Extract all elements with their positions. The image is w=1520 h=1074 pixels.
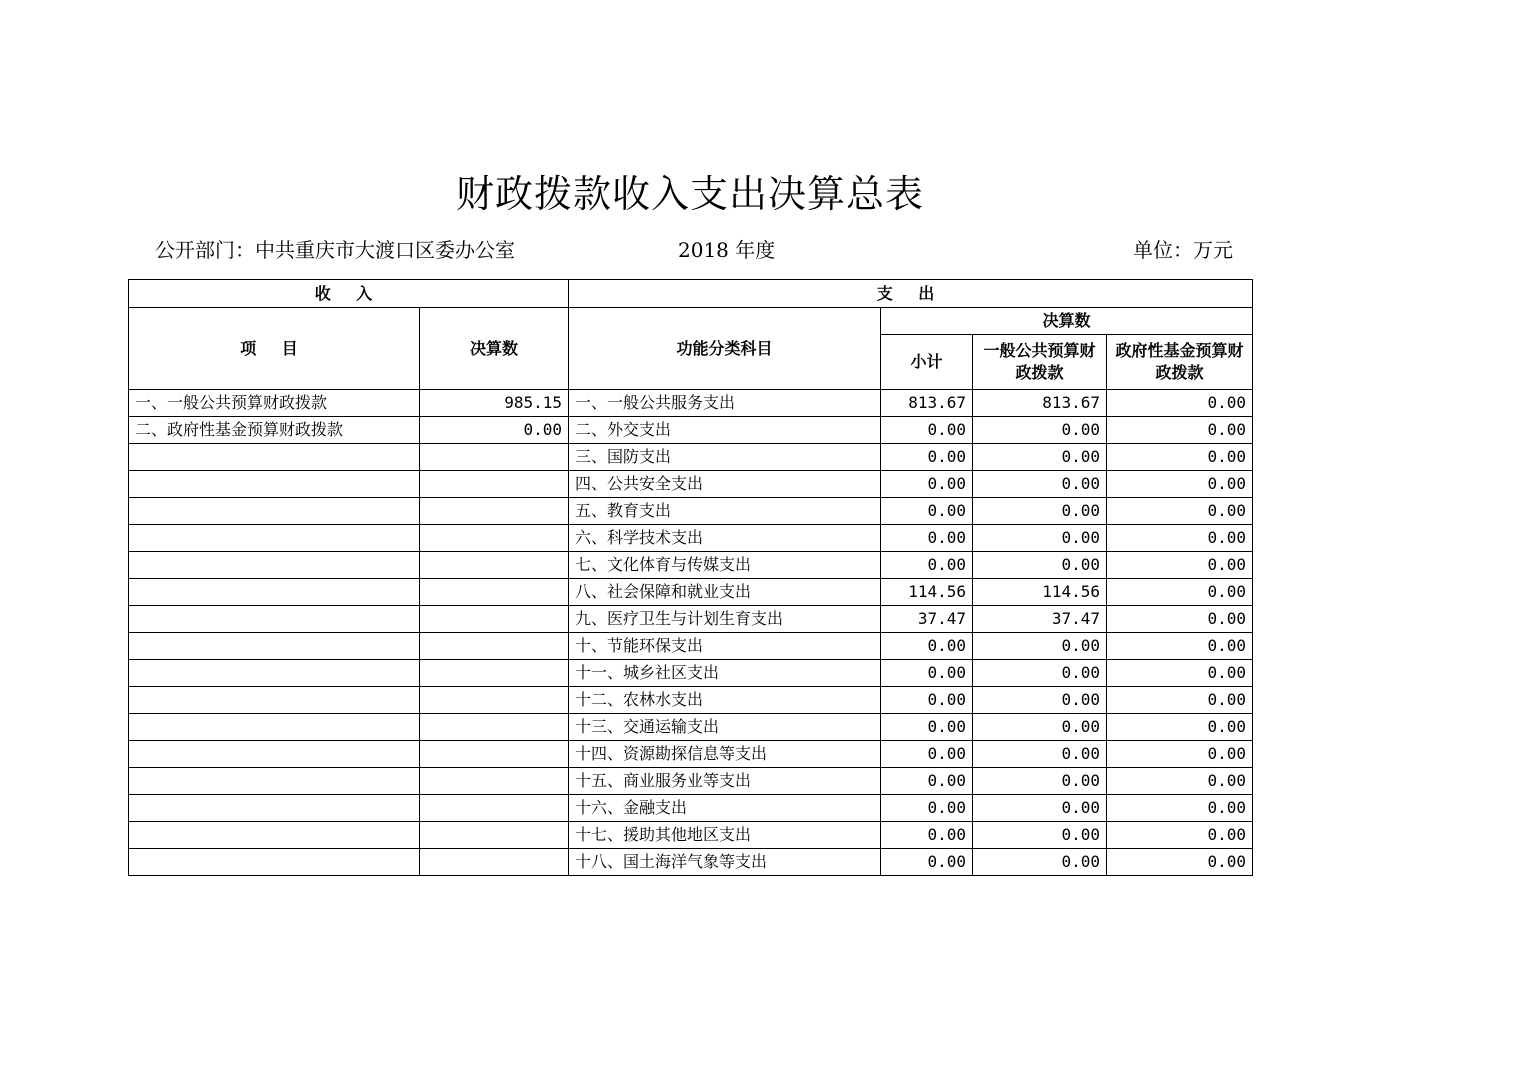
table-row [129,606,1253,633]
gov-fund-cell: 0.00 [1107,471,1253,498]
gov-fund-cell: 0.00 [1107,795,1253,822]
subtotal-cell: 0.00 [881,822,973,849]
gov-fund-cell: 0.00 [1107,444,1253,471]
gov-fund-cell: 0.00 [1107,633,1253,660]
gov-fund-cell: 0.00 [1107,714,1253,741]
general-budget-cell: 0.00 [973,768,1107,795]
general-budget-cell: 0.00 [973,687,1107,714]
table-row [129,795,1253,822]
income-amount-cell [420,444,569,471]
general-budget-cell: 0.00 [973,795,1107,822]
gov-fund-cell: 0.00 [1107,687,1253,714]
income-amount-cell [420,525,569,552]
subtotal-cell: 0.00 [881,741,973,768]
general-budget-cell: 37.47 [973,606,1107,633]
department-label: 公开部门：中共重庆市大渡口区委办公室 [155,238,515,262]
income-item-cell [129,552,420,579]
expense-item-cell: 九、医疗卫生与计划生育支出 [569,606,881,633]
table-row [129,552,1253,579]
gov-fund-cell: 0.00 [1107,417,1253,444]
expense-amount-header: 决算数 [881,308,1253,335]
expense-item-cell: 一、一般公共服务支出 [569,390,881,417]
unit-label: 单位：万元 [1133,238,1233,262]
general-budget-cell: 0.00 [973,822,1107,849]
gov-fund-cell: 0.00 [1107,822,1253,849]
table-row [129,714,1253,741]
expense-item-cell: 十八、国土海洋气象等支出 [569,849,881,876]
income-amount-cell [420,498,569,525]
income-item-cell: 二、政府性基金预算财政拨款 [129,417,420,444]
subtotal-header: 小计 [881,335,973,390]
expense-item-cell: 十一、城乡社区支出 [569,660,881,687]
expense-item-cell: 十六、金融支出 [569,795,881,822]
function-category-header: 功能分类科目 [569,308,881,390]
expense-item-cell: 十五、商业服务业等支出 [569,768,881,795]
general-budget-cell: 0.00 [973,552,1107,579]
expense-header: 支 出 [569,280,1253,308]
expense-item-cell: 十三、交通运输支出 [569,714,881,741]
income-amount-cell: 985.15 [420,390,569,417]
general-budget-cell: 0.00 [973,741,1107,768]
year-label: 2018 年度 [678,238,776,262]
budget-table [128,279,1253,876]
table-row [129,471,1253,498]
income-item-cell [129,444,420,471]
general-budget-cell: 0.00 [973,525,1107,552]
expense-item-cell: 四、公共安全支出 [569,471,881,498]
gov-fund-cell: 0.00 [1107,579,1253,606]
subtotal-cell: 0.00 [881,687,973,714]
subtotal-cell: 0.00 [881,444,973,471]
table-row [129,417,1253,444]
table-row [129,444,1253,471]
expense-item-cell: 三、国防支出 [569,444,881,471]
expense-item-cell: 八、社会保障和就业支出 [569,579,881,606]
subtotal-cell: 0.00 [881,471,973,498]
income-header: 收 入 [129,280,569,308]
subtotal-cell: 813.67 [881,390,973,417]
subtotal-cell: 0.00 [881,633,973,660]
gov-fund-cell: 0.00 [1107,849,1253,876]
table-row [129,849,1253,876]
income-item-cell [129,822,420,849]
gov-fund-cell: 0.00 [1107,390,1253,417]
income-item-cell [129,768,420,795]
income-amount-cell [420,606,569,633]
income-amount-cell: 0.00 [420,417,569,444]
income-amount-cell [420,660,569,687]
gov-fund-cell: 0.00 [1107,660,1253,687]
general-budget-cell: 813.67 [973,390,1107,417]
subtotal-cell: 37.47 [881,606,973,633]
table-row [129,660,1253,687]
income-amount-cell [420,822,569,849]
gov-fund-cell: 0.00 [1107,768,1253,795]
general-budget-cell: 0.00 [973,633,1107,660]
table-row [129,687,1253,714]
income-amount-cell [420,741,569,768]
table-row [129,822,1253,849]
gov-fund-cell: 0.00 [1107,741,1253,768]
table-row [129,498,1253,525]
expense-item-cell: 十、节能环保支出 [569,633,881,660]
subtotal-cell: 0.00 [881,768,973,795]
income-item-cell [129,741,420,768]
gov-fund-header: 政府性基金预算财政拨款 [1107,335,1253,390]
item-header: 项 目 [129,308,420,390]
gov-fund-cell: 0.00 [1107,498,1253,525]
subtotal-cell: 0.00 [881,795,973,822]
income-amount-cell [420,714,569,741]
table-row [129,741,1253,768]
expense-item-cell: 六、科学技术支出 [569,525,881,552]
expense-item-cell: 十四、资源勘探信息等支出 [569,741,881,768]
subtotal-cell: 0.00 [881,525,973,552]
income-item-cell [129,579,420,606]
general-budget-cell: 0.00 [973,714,1107,741]
table-row [129,768,1253,795]
general-budget-cell: 0.00 [973,498,1107,525]
general-budget-header: 一般公共预算财政拨款 [973,335,1107,390]
income-item-cell [129,660,420,687]
gov-fund-cell: 0.00 [1107,552,1253,579]
income-amount-cell [420,849,569,876]
general-budget-cell: 0.00 [973,417,1107,444]
table-row [129,525,1253,552]
income-item-cell [129,471,420,498]
gov-fund-cell: 0.00 [1107,525,1253,552]
expense-item-cell: 五、教育支出 [569,498,881,525]
income-item-cell: 一、一般公共预算财政拨款 [129,390,420,417]
subtotal-cell: 0.00 [881,660,973,687]
subtotal-cell: 0.00 [881,714,973,741]
income-amount-header: 决算数 [420,308,569,390]
income-amount-cell [420,552,569,579]
income-amount-cell [420,687,569,714]
general-budget-cell: 0.00 [973,660,1107,687]
general-budget-cell: 0.00 [973,444,1107,471]
general-budget-cell: 114.56 [973,579,1107,606]
gov-fund-cell: 0.00 [1107,606,1253,633]
table-row [129,633,1253,660]
expense-item-cell: 十二、农林水支出 [569,687,881,714]
subtotal-cell: 0.00 [881,552,973,579]
income-item-cell [129,498,420,525]
subtotal-cell: 114.56 [881,579,973,606]
income-item-cell [129,687,420,714]
page-title: 财政拨款收入支出决算总表 [455,172,924,216]
expense-item-cell: 七、文化体育与传媒支出 [569,552,881,579]
income-amount-cell [420,633,569,660]
income-item-cell [129,849,420,876]
income-item-cell [129,525,420,552]
income-amount-cell [420,768,569,795]
general-budget-cell: 0.00 [973,849,1107,876]
income-item-cell [129,606,420,633]
subtotal-cell: 0.00 [881,417,973,444]
expense-item-cell: 二、外交支出 [569,417,881,444]
table-row [129,390,1253,417]
expense-item-cell: 十七、援助其他地区支出 [569,822,881,849]
income-amount-cell [420,579,569,606]
income-amount-cell [420,795,569,822]
general-budget-cell: 0.00 [973,471,1107,498]
income-item-cell [129,633,420,660]
subtotal-cell: 0.00 [881,849,973,876]
income-item-cell [129,714,420,741]
table-row [129,579,1253,606]
income-item-cell [129,795,420,822]
subtotal-cell: 0.00 [881,498,973,525]
income-amount-cell [420,471,569,498]
